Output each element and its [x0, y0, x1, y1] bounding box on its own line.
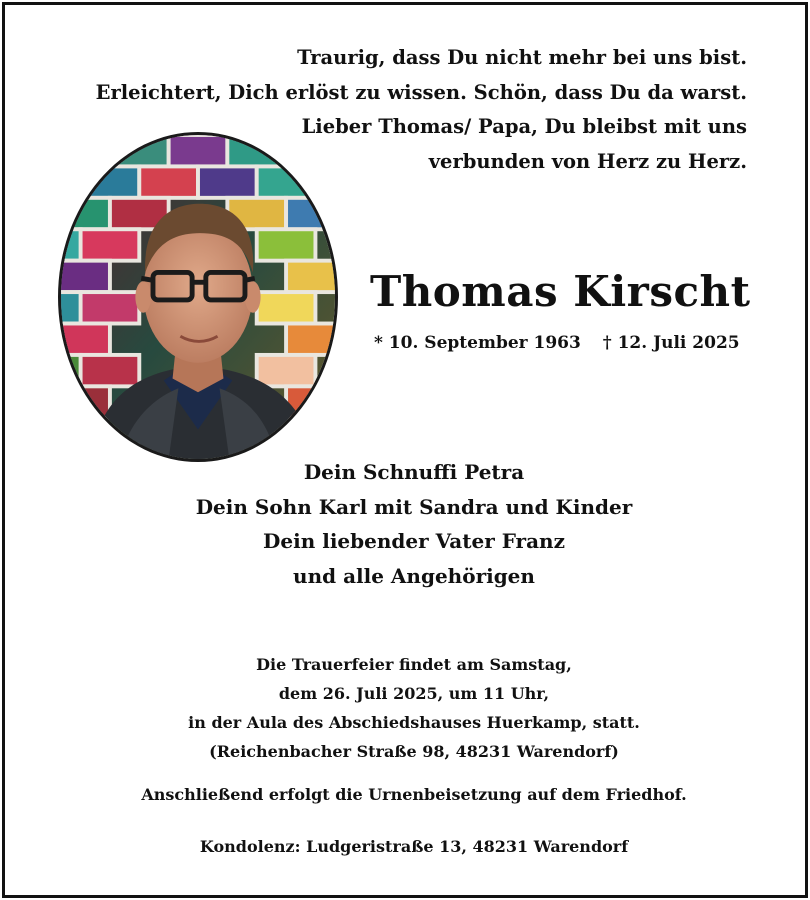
burial-note [5, 785, 810, 804]
memorial-portrait-photo [58, 132, 338, 462]
obituary-frame [2, 2, 808, 898]
service-line: Die Trauerfeier findet am Samstag, [256, 655, 572, 674]
funeral-service-details [5, 650, 810, 766]
service-line: dem 26. Juli 2025, um 11 Uhr, [278, 684, 550, 703]
burial-note-text: Anschließend erfolgt die Urnenbeisetzung auf dem Friedhof. [141, 785, 687, 804]
family-signatories [5, 455, 810, 593]
service-address: (Reichenbacher Straße 98, 48231 Warendorf) [209, 742, 619, 761]
family-line: Dein Sohn Karl mit Sandra und Kinder [195, 494, 633, 519]
family-line: Dein Schnuffi Petra [303, 460, 525, 484]
poem-line: Traurig, dass Du nicht mehr bei uns bist. [297, 46, 747, 69]
family-line: und alle Angehörigen [293, 563, 535, 588]
birth-date: * 10. September 1963 [374, 333, 581, 353]
deceased-name: Thomas Kirscht [370, 267, 751, 316]
service-line: in der Aula des Abschiedshauses Huerkamp, statt. [188, 713, 640, 732]
poem-line: verbunden von Herz zu Herz. [428, 149, 747, 173]
poem-line: Lieber Thomas/ Papa, Du bleibst mit uns [301, 115, 747, 138]
death-date: † 12. Juli 2025 [602, 333, 740, 353]
life-dates [374, 333, 740, 353]
condolence-address [5, 837, 810, 856]
family-line: Dein liebender Vater Franz [263, 529, 565, 553]
condolence-text: Kondolenz: Ludgeristraße 13, 48231 Warendorf [199, 837, 629, 856]
poem-line: Erleichtert, Dich erlöst zu wissen. Schön, dass Du da warst. [95, 80, 747, 104]
